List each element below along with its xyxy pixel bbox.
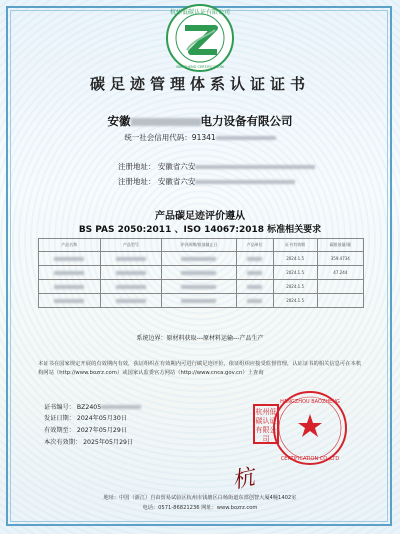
red-square-stamp: 杭州低碳认证有限公司 xyxy=(253,404,279,444)
col-header: 产品名称 xyxy=(39,239,101,252)
registered-address: 注册地址： 安徽省六安 xyxy=(118,161,315,172)
table-cell: 2024.1.5 xyxy=(273,252,317,266)
table-row xyxy=(39,252,364,266)
table-cell xyxy=(317,294,363,308)
table-cell xyxy=(317,280,363,294)
company-prefix: 安徽 xyxy=(107,114,131,128)
notice-paragraph: 本证书在国家规定开展的有效期内有效，获证组织在有效期内可进行碳足迹评价，依证组织应接受监督管理，认证证书的相关信息可在本机构网站（http://www.bozrz.com）或国家认监委官方网站（http://www.cnca.gov.cn）上查询 xyxy=(38,361,362,376)
product-footprint-title: 产品碳足迹评价遵从 xyxy=(155,211,245,222)
certification-seal-logo xyxy=(163,2,237,74)
company-name xyxy=(0,113,400,129)
col-header: 评价周期/排放截止日 xyxy=(162,239,237,252)
system-boundary: 系统边界：原材料获取---原材料运输---产品生产 xyxy=(136,335,264,342)
table-cell: 2024.1.5 xyxy=(273,294,317,308)
col-header: 碳排放量/量 xyxy=(317,239,363,252)
certificate-title: 碳足迹管理体系认证证书 xyxy=(89,75,310,93)
business-address: 注册地址： 安徽省六安 xyxy=(118,176,295,187)
cert-number: 证书编号： BZ2405 xyxy=(44,402,141,411)
issue-date: 发证日期： 2024年05月30日 xyxy=(44,415,127,422)
current-validity: 本次有效期： 2025年05月29日 xyxy=(44,439,134,446)
table-row xyxy=(39,294,364,308)
table-cell: 2024.1.5 xyxy=(273,266,317,280)
col-header: 产品型号 xyxy=(100,239,162,252)
col-header: 证书有效期 xyxy=(273,239,317,252)
svg-text:杭州低碳认证有限公司: 杭州低碳认证有限公司 xyxy=(169,9,231,16)
footer-contact: 电话：0571-86821236 网址：www.bozrz.com xyxy=(142,505,258,511)
footer-address: 地址：中国（浙江）自由贸易试验区杭州市钱塘区白杨街道东部创智大厦4幢1402室 xyxy=(103,495,297,501)
company-suffix: 电力设备有限公司 xyxy=(200,114,293,128)
col-header: 产品单位 xyxy=(236,239,273,252)
standard-line: BS PAS 2050:2011 、ISO 14067:2018 标准相关要求 xyxy=(78,225,322,235)
expire-date: 有效期至： 2027年05月29日 xyxy=(44,427,127,434)
credit-code: 统一社会信用代码：91341 xyxy=(0,132,400,143)
table-cell: 47.244 xyxy=(317,266,363,280)
table-cell: 359.4734 xyxy=(317,252,363,266)
table-row xyxy=(39,280,364,294)
table-cell: 2024.1.5 xyxy=(273,280,317,294)
svg-text:CERTIFICATION CO.,LTD: CERTIFICATION CO.,LTD xyxy=(280,456,340,462)
product-table xyxy=(38,238,364,308)
signature: 杭 xyxy=(230,464,257,494)
redacted-company xyxy=(131,118,201,126)
svg-text:BAOZHENG CERTIFICATION: BAOZHENG CERTIFICATION xyxy=(176,65,224,69)
svg-text:HANGZHOU BAOZHENG: HANGZHOU BAOZHENG xyxy=(280,399,340,405)
red-company-stamp xyxy=(270,388,350,468)
table-row xyxy=(39,266,364,280)
